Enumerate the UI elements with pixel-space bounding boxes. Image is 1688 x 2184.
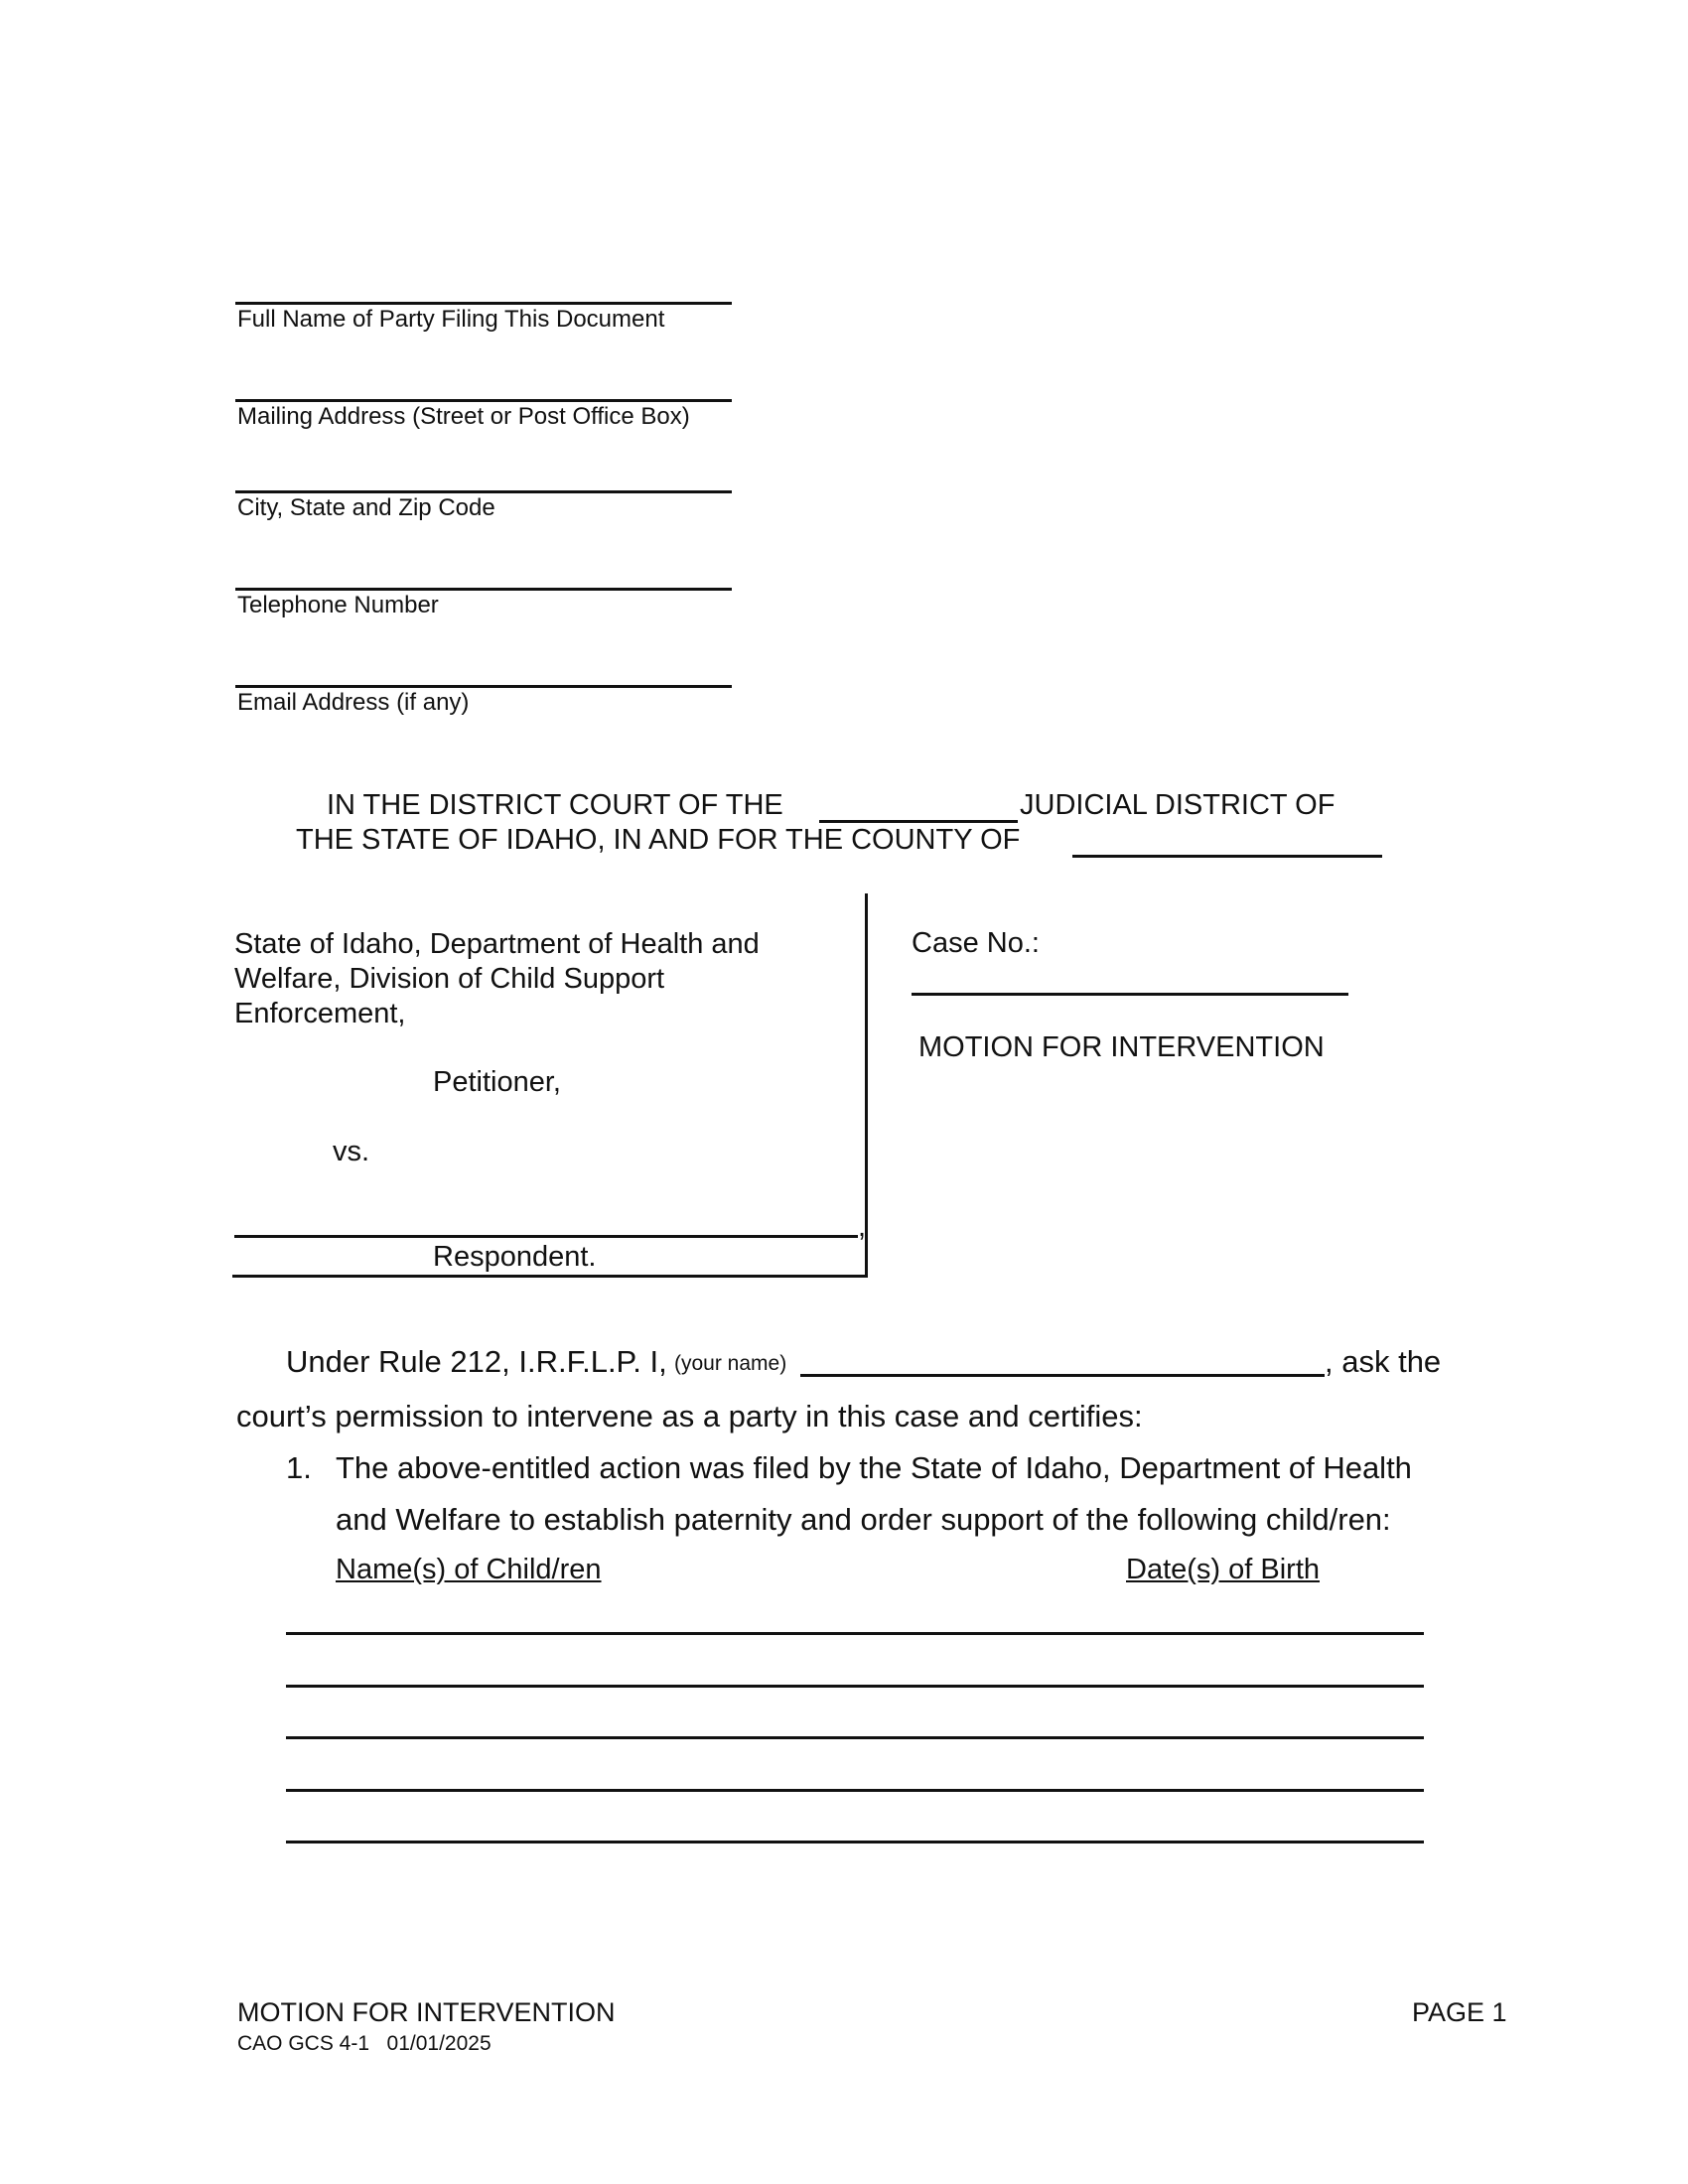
document-title: MOTION FOR INTERVENTION <box>918 1031 1325 1063</box>
footer-page: PAGE 1 <box>1412 1997 1507 2027</box>
court-heading-line1-right: JUDICIAL DISTRICT OF <box>1020 789 1336 821</box>
telephone-label: Telephone Number <box>237 592 439 618</box>
respondent-comma: , <box>858 1211 867 1243</box>
caption-divider <box>865 893 868 1277</box>
respondent-label: Respondent. <box>433 1241 597 1273</box>
child-entry-line[interactable] <box>286 1736 1424 1739</box>
children-header: Name(s) of Child/ren <box>336 1554 602 1585</box>
court-heading-line1-left: IN THE DISTRICT COURT OF THE <box>327 789 783 821</box>
footer-title: MOTION FOR INTERVENTION <box>237 1997 616 2027</box>
case-no-line[interactable] <box>912 993 1348 996</box>
intro-prefix: Under Rule 212, I.R.F.L.P. I, <box>286 1344 667 1379</box>
intro-suffix: , ask the <box>1325 1344 1442 1379</box>
item1-line2: and Welfare to establish paternity and order support of the following child/ren: <box>336 1502 1391 1537</box>
caption-bottom-line <box>232 1275 868 1278</box>
email-line[interactable] <box>235 685 732 688</box>
petitioner-label: Petitioner, <box>433 1066 561 1098</box>
judicial-district-blank[interactable] <box>819 820 1018 823</box>
item1-number: 1. <box>286 1450 312 1485</box>
footer-form-code: CAO GCS 4-1 01/01/2025 <box>237 2032 492 2055</box>
city-state-zip-line[interactable] <box>235 490 732 493</box>
county-blank[interactable] <box>1072 855 1382 858</box>
court-heading-line2: THE STATE OF IDAHO, IN AND FOR THE COUNTY OF <box>296 824 1021 856</box>
child-entry-line[interactable] <box>286 1789 1424 1792</box>
vs-label: vs. <box>333 1136 370 1167</box>
petitioner-name: State of Idaho, Department of Health and Welfare, Division of Child Support Enforcement, <box>234 928 760 1029</box>
case-no-label: Case No.: <box>912 927 1040 959</box>
dob-header: Date(s) of Birth <box>1126 1554 1320 1585</box>
full-name-label: Full Name of Party Filing This Document <box>237 306 665 333</box>
city-state-zip-label: City, State and Zip Code <box>237 494 495 521</box>
child-entry-line[interactable] <box>286 1685 1424 1688</box>
child-entry-line[interactable] <box>286 1632 1424 1635</box>
child-entry-line[interactable] <box>286 1841 1424 1843</box>
mailing-address-line[interactable] <box>235 399 732 402</box>
full-name-line[interactable] <box>235 302 732 305</box>
respondent-name-line[interactable] <box>234 1235 858 1238</box>
telephone-line[interactable] <box>235 588 732 591</box>
email-label: Email Address (if any) <box>237 689 470 716</box>
your-name-hint: (your name) <box>674 1352 787 1375</box>
your-name-line[interactable] <box>800 1374 1325 1377</box>
mailing-address-label: Mailing Address (Street or Post Office Box) <box>237 403 690 430</box>
item1-line1: The above-entitled action was filed by the State of Idaho, Department of Health <box>336 1450 1412 1485</box>
intro-line2: court’s permission to intervene as a party in this case and certifies: <box>236 1399 1143 1433</box>
